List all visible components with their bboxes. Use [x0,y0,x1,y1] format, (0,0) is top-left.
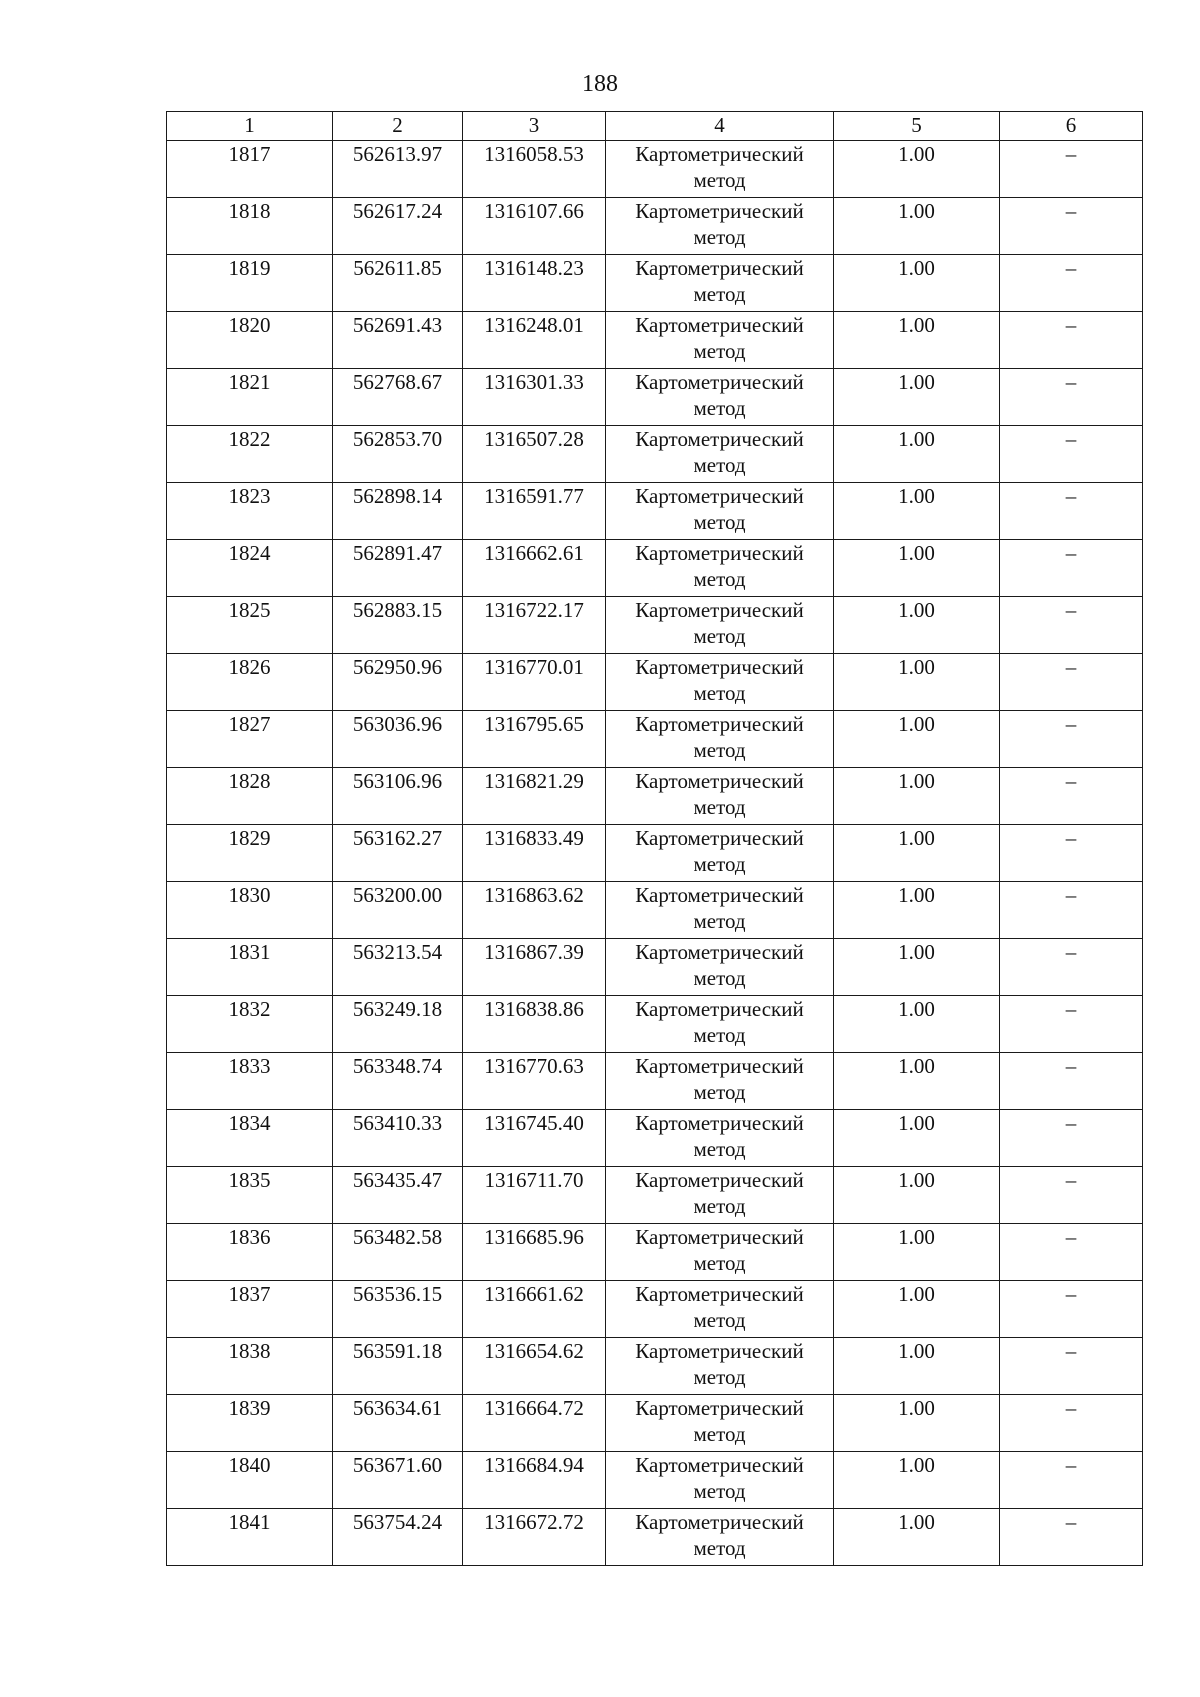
header-row [167,112,1143,141]
table-row [167,312,1143,369]
method-line-1: Картометрический [635,427,804,451]
accuracy-cell: 1.00 [834,1110,1000,1167]
method-line-1: Картометрический [635,826,804,850]
accuracy-cell: 1.00 [834,426,1000,483]
method-line-2: метод [693,681,746,705]
accuracy-cell: 1.00 [834,540,1000,597]
method-line-1: Картометрический [635,1168,804,1192]
x-coordinate-cell: 563634.61 [333,1395,463,1452]
method-line-1: Картометрический [635,997,804,1021]
table-row [167,1452,1143,1509]
table-row [167,483,1143,540]
note-cell: – [1000,1167,1143,1224]
x-coordinate-cell: 563410.33 [333,1110,463,1167]
x-coordinate-cell: 563213.54 [333,939,463,996]
y-coordinate-cell: 1316107.66 [463,198,606,255]
x-coordinate-cell: 562691.43 [333,312,463,369]
y-coordinate-cell: 1316722.17 [463,597,606,654]
note-cell: – [1000,1395,1143,1452]
point-number-cell: 1819 [167,255,333,312]
method-cell [606,1053,834,1110]
method-cell [606,1281,834,1338]
method-line-1: Картометрический [635,199,804,223]
method-cell [606,426,834,483]
x-coordinate-cell: 563162.27 [333,825,463,882]
page-number: 188 [582,71,618,97]
table-row [167,1281,1143,1338]
note-cell: – [1000,711,1143,768]
column-header-2: 2 [333,112,463,141]
point-number-cell: 1828 [167,768,333,825]
method-line-1: Картометрический [635,769,804,793]
x-coordinate-cell: 562853.70 [333,426,463,483]
method-line-1: Картометрический [635,484,804,508]
method-line-2: метод [693,738,746,762]
table-row [167,540,1143,597]
accuracy-cell: 1.00 [834,1053,1000,1110]
method-line-2: метод [693,966,746,990]
method-line-2: метод [693,1422,746,1446]
accuracy-cell: 1.00 [834,141,1000,198]
point-number-cell: 1834 [167,1110,333,1167]
method-line-1: Картометрический [635,142,804,166]
table-row [167,939,1143,996]
note-cell: – [1000,825,1143,882]
coordinates-table [166,111,1143,1566]
y-coordinate-cell: 1316661.62 [463,1281,606,1338]
y-coordinate-cell: 1316664.72 [463,1395,606,1452]
method-cell [606,882,834,939]
method-cell [606,768,834,825]
note-cell: – [1000,312,1143,369]
point-number-cell: 1823 [167,483,333,540]
method-cell [606,654,834,711]
method-line-2: метод [693,510,746,534]
accuracy-cell: 1.00 [834,597,1000,654]
note-cell: – [1000,483,1143,540]
method-line-1: Картометрический [635,1339,804,1363]
y-coordinate-cell: 1316684.94 [463,1452,606,1509]
note-cell: – [1000,141,1143,198]
y-coordinate-cell: 1316745.40 [463,1110,606,1167]
accuracy-cell: 1.00 [834,369,1000,426]
y-coordinate-cell: 1316672.72 [463,1509,606,1566]
method-line-2: метод [693,396,746,420]
method-cell [606,825,834,882]
x-coordinate-cell: 562611.85 [333,255,463,312]
column-header-5: 5 [834,112,1000,141]
table-row [167,1338,1143,1395]
method-line-2: метод [693,1137,746,1161]
note-cell: – [1000,939,1143,996]
accuracy-cell: 1.00 [834,768,1000,825]
method-cell [606,1452,834,1509]
table-row [167,825,1143,882]
table-row [167,1110,1143,1167]
x-coordinate-cell: 562891.47 [333,540,463,597]
y-coordinate-cell: 1316770.63 [463,1053,606,1110]
method-line-2: метод [693,225,746,249]
method-line-1: Картометрический [635,598,804,622]
accuracy-cell: 1.00 [834,882,1000,939]
table-row [167,426,1143,483]
x-coordinate-cell: 563106.96 [333,768,463,825]
accuracy-cell: 1.00 [834,1395,1000,1452]
table-row [167,1224,1143,1281]
method-cell [606,1395,834,1452]
y-coordinate-cell: 1316795.65 [463,711,606,768]
method-line-1: Картометрический [635,655,804,679]
x-coordinate-cell: 563036.96 [333,711,463,768]
table-row [167,255,1143,312]
column-header-6: 6 [1000,112,1143,141]
y-coordinate-cell: 1316507.28 [463,426,606,483]
accuracy-cell: 1.00 [834,825,1000,882]
method-cell [606,1224,834,1281]
table-row [167,1167,1143,1224]
method-line-1: Картометрический [635,1510,804,1534]
note-cell: – [1000,1452,1143,1509]
point-number-cell: 1818 [167,198,333,255]
x-coordinate-cell: 563754.24 [333,1509,463,1566]
y-coordinate-cell: 1316662.61 [463,540,606,597]
method-cell [606,312,834,369]
method-cell [606,141,834,198]
method-line-1: Картометрический [635,940,804,964]
point-number-cell: 1835 [167,1167,333,1224]
accuracy-cell: 1.00 [834,1167,1000,1224]
y-coordinate-cell: 1316838.86 [463,996,606,1053]
y-coordinate-cell: 1316591.77 [463,483,606,540]
accuracy-cell: 1.00 [834,1452,1000,1509]
point-number-cell: 1829 [167,825,333,882]
column-header-3: 3 [463,112,606,141]
x-coordinate-cell: 562613.97 [333,141,463,198]
table-header [167,112,1143,141]
column-header-4: 4 [606,112,834,141]
point-number-cell: 1824 [167,540,333,597]
note-cell: – [1000,768,1143,825]
x-coordinate-cell: 563536.15 [333,1281,463,1338]
point-number-cell: 1838 [167,1338,333,1395]
note-cell: – [1000,369,1143,426]
y-coordinate-cell: 1316301.33 [463,369,606,426]
y-coordinate-cell: 1316833.49 [463,825,606,882]
y-coordinate-cell: 1316770.01 [463,654,606,711]
method-cell [606,711,834,768]
accuracy-cell: 1.00 [834,1281,1000,1338]
method-cell [606,1338,834,1395]
point-number-cell: 1837 [167,1281,333,1338]
method-line-2: метод [693,339,746,363]
x-coordinate-cell: 562950.96 [333,654,463,711]
accuracy-cell: 1.00 [834,996,1000,1053]
table-row [167,141,1143,198]
table-row [167,882,1143,939]
method-line-2: метод [693,795,746,819]
x-coordinate-cell: 562898.14 [333,483,463,540]
point-number-cell: 1820 [167,312,333,369]
point-number-cell: 1831 [167,939,333,996]
x-coordinate-cell: 562768.67 [333,369,463,426]
note-cell: – [1000,1281,1143,1338]
accuracy-cell: 1.00 [834,198,1000,255]
column-header-1: 1 [167,112,333,141]
point-number-cell: 1822 [167,426,333,483]
point-number-cell: 1833 [167,1053,333,1110]
method-line-1: Картометрический [635,370,804,394]
method-cell [606,198,834,255]
method-cell [606,483,834,540]
point-number-cell: 1830 [167,882,333,939]
method-cell [606,939,834,996]
table-row [167,198,1143,255]
method-line-2: метод [693,1536,746,1560]
point-number-cell: 1839 [167,1395,333,1452]
accuracy-cell: 1.00 [834,711,1000,768]
x-coordinate-cell: 563591.18 [333,1338,463,1395]
point-number-cell: 1841 [167,1509,333,1566]
accuracy-cell: 1.00 [834,312,1000,369]
method-line-2: метод [693,852,746,876]
x-coordinate-cell: 562883.15 [333,597,463,654]
method-line-1: Картометрический [635,1054,804,1078]
y-coordinate-cell: 1316248.01 [463,312,606,369]
table-row [167,996,1143,1053]
accuracy-cell: 1.00 [834,483,1000,540]
note-cell: – [1000,654,1143,711]
x-coordinate-cell: 563671.60 [333,1452,463,1509]
note-cell: – [1000,597,1143,654]
point-number-cell: 1832 [167,996,333,1053]
method-line-1: Картометрический [635,712,804,736]
table-row [167,711,1143,768]
method-line-2: метод [693,453,746,477]
method-line-1: Картометрический [635,883,804,907]
y-coordinate-cell: 1316867.39 [463,939,606,996]
method-line-1: Картометрический [635,541,804,565]
method-line-2: метод [693,567,746,591]
x-coordinate-cell: 563482.58 [333,1224,463,1281]
table-row [167,1053,1143,1110]
accuracy-cell: 1.00 [834,654,1000,711]
point-number-cell: 1826 [167,654,333,711]
x-coordinate-cell: 562617.24 [333,198,463,255]
point-number-cell: 1817 [167,141,333,198]
method-cell [606,1509,834,1566]
note-cell: – [1000,426,1143,483]
y-coordinate-cell: 1316058.53 [463,141,606,198]
point-number-cell: 1836 [167,1224,333,1281]
method-line-2: метод [693,1308,746,1332]
accuracy-cell: 1.00 [834,255,1000,312]
table-row [167,1395,1143,1452]
table-row [167,768,1143,825]
note-cell: – [1000,1053,1143,1110]
method-line-2: метод [693,1479,746,1503]
y-coordinate-cell: 1316863.62 [463,882,606,939]
accuracy-cell: 1.00 [834,1224,1000,1281]
point-number-cell: 1840 [167,1452,333,1509]
note-cell: – [1000,996,1143,1053]
x-coordinate-cell: 563435.47 [333,1167,463,1224]
table-row [167,369,1143,426]
method-line-2: метод [693,168,746,192]
accuracy-cell: 1.00 [834,1509,1000,1566]
method-cell [606,540,834,597]
method-line-1: Картометрический [635,1453,804,1477]
y-coordinate-cell: 1316711.70 [463,1167,606,1224]
method-line-2: метод [693,624,746,648]
method-line-2: метод [693,1194,746,1218]
x-coordinate-cell: 563249.18 [333,996,463,1053]
method-cell [606,369,834,426]
x-coordinate-cell: 563348.74 [333,1053,463,1110]
method-line-2: метод [693,909,746,933]
note-cell: – [1000,1224,1143,1281]
method-line-2: метод [693,282,746,306]
note-cell: – [1000,255,1143,312]
point-number-cell: 1827 [167,711,333,768]
point-number-cell: 1821 [167,369,333,426]
method-line-2: метод [693,1023,746,1047]
y-coordinate-cell: 1316654.62 [463,1338,606,1395]
note-cell: – [1000,1110,1143,1167]
method-line-1: Картометрический [635,256,804,280]
y-coordinate-cell: 1316821.29 [463,768,606,825]
method-line-1: Картометрический [635,313,804,337]
point-number-cell: 1825 [167,597,333,654]
note-cell: – [1000,1338,1143,1395]
method-cell [606,996,834,1053]
note-cell: – [1000,1509,1143,1566]
note-cell: – [1000,198,1143,255]
method-line-1: Картометрический [635,1225,804,1249]
table-row [167,654,1143,711]
method-cell [606,597,834,654]
method-cell [606,1167,834,1224]
accuracy-cell: 1.00 [834,939,1000,996]
method-line-1: Картометрический [635,1396,804,1420]
table-row [167,1509,1143,1566]
method-line-2: метод [693,1080,746,1104]
method-cell [606,1110,834,1167]
y-coordinate-cell: 1316148.23 [463,255,606,312]
method-line-1: Картометрический [635,1282,804,1306]
y-coordinate-cell: 1316685.96 [463,1224,606,1281]
table-row [167,597,1143,654]
note-cell: – [1000,540,1143,597]
method-cell [606,255,834,312]
table-body [167,141,1143,1566]
method-line-2: метод [693,1251,746,1275]
accuracy-cell: 1.00 [834,1338,1000,1395]
note-cell: – [1000,882,1143,939]
method-line-2: метод [693,1365,746,1389]
x-coordinate-cell: 563200.00 [333,882,463,939]
method-line-1: Картометрический [635,1111,804,1135]
